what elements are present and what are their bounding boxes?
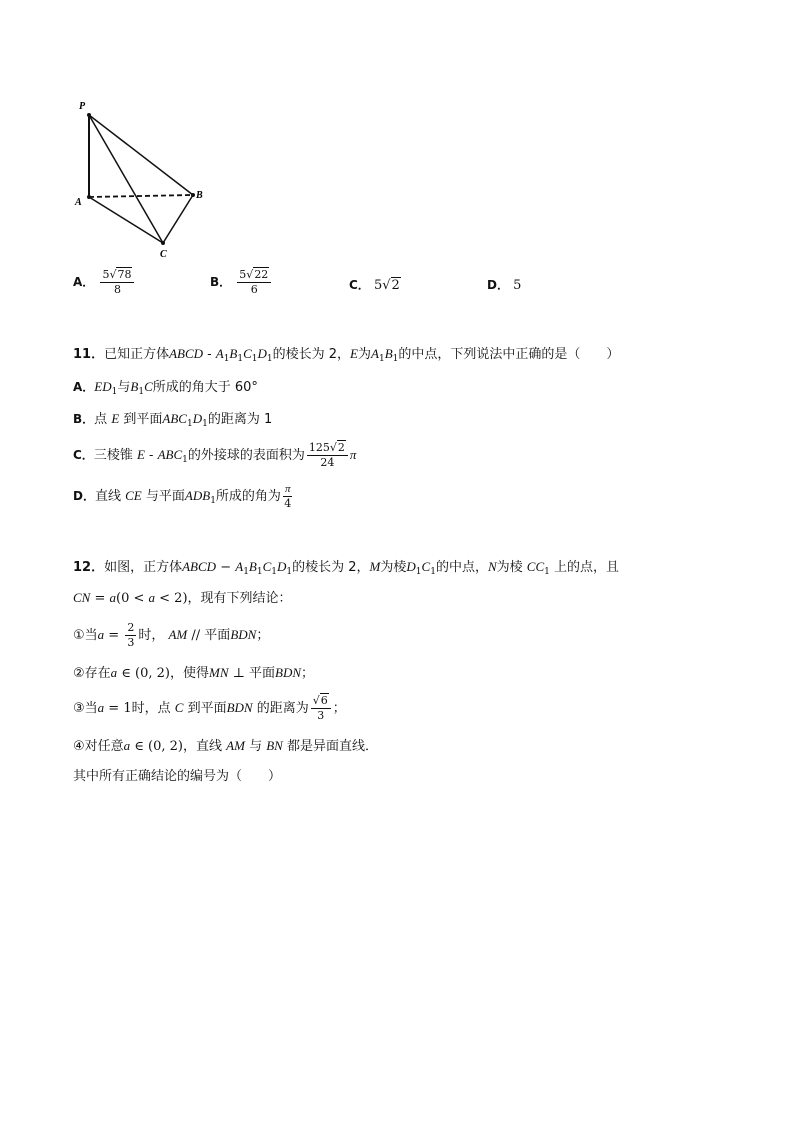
option-letter: B． (210, 275, 232, 289)
label-P: P (79, 101, 86, 112)
q12-stem-line2: CN = a(0 < a < 2)，现有下列结论： (73, 590, 292, 606)
q10-option-c[interactable]: C． 5√2 (349, 278, 400, 293)
option-letter: C． (349, 278, 370, 292)
q12-statement-1: ①当a = $\frac{2}{3}$ 时， AM // 平面BDN； (73, 621, 270, 649)
edge-AB-dashed (89, 195, 193, 197)
vertex-P (87, 113, 91, 117)
edge-PC (89, 115, 163, 243)
q11-option-c[interactable]: C．三棱锥 E - $ABC_1$的外接球的表面积为 $\frac{125√2}{24}$ π (73, 441, 357, 469)
edge-AC (89, 197, 163, 243)
q11-stem: 11．已知正方体ABCD - $A_1B_1C_1D_1$的棱长为 2，E为$A_1B_1$的中点，下列说法中正确的是（ ） (73, 346, 620, 364)
fraction: $\frac{125√2}{24}$ (307, 441, 348, 470)
fraction: $\frac{5√22}{6}$ (237, 268, 271, 297)
edge-PB (89, 115, 193, 195)
option-letter: D． (487, 278, 509, 292)
edge-BC (163, 195, 193, 243)
q12-statement-2: ②存在a ∈ (0, 2)，使得MN ⊥ 平面BDN； (73, 665, 315, 681)
vertex-C (161, 241, 165, 245)
q10-option-d[interactable]: D． 5 (487, 278, 522, 293)
vertex-B (191, 193, 195, 197)
label-C: C (160, 249, 167, 260)
label-A: A (75, 197, 82, 208)
q10-option-b[interactable] (210, 268, 273, 297)
tetrahedron-figure (70, 95, 210, 265)
vertex-A (87, 195, 91, 199)
q12-stem: 12．如图，正方体ABCD − $A_1B_1C_1D_1$的棱长为 2，M为棱$D_1C_1$的中点，N为棱 $CC_1$ 上的点，且 (73, 559, 620, 577)
q10-option-a[interactable] (73, 268, 136, 297)
label-B: B (196, 190, 203, 201)
fraction: $\frac{\pi}{4}$ (284, 483, 292, 510)
q11-option-b[interactable]: B．点 E 到平面$ABC_1D_1$的距离为 1 (73, 411, 273, 429)
q12-statement-4: ④对任意a ∈ (0, 2)，直线 AM 与 BN 都是异面直线． (73, 738, 379, 754)
fraction: $\frac{5√78}{8}$ (100, 268, 134, 297)
option-letter: A． (73, 275, 95, 289)
fraction: $\frac{2}{3}$ (127, 621, 135, 649)
q12-statement-3: ③当a = 1时，点 C 到平面BDN 的距离为 $\frac{√6}{3}$ ； (73, 694, 346, 722)
fraction: $\frac{√6}{3}$ (311, 694, 331, 723)
q11-option-d[interactable]: D．直线 CE 与平面$ADB_1$所成的角为 $\frac{\pi}{4}$ (73, 483, 292, 510)
q12-final: 其中所有正确结论的编号为（ ） (73, 769, 282, 784)
q11-option-a[interactable]: A．$ED_1$与$B_1C$所成的角大于 60° (73, 379, 258, 397)
